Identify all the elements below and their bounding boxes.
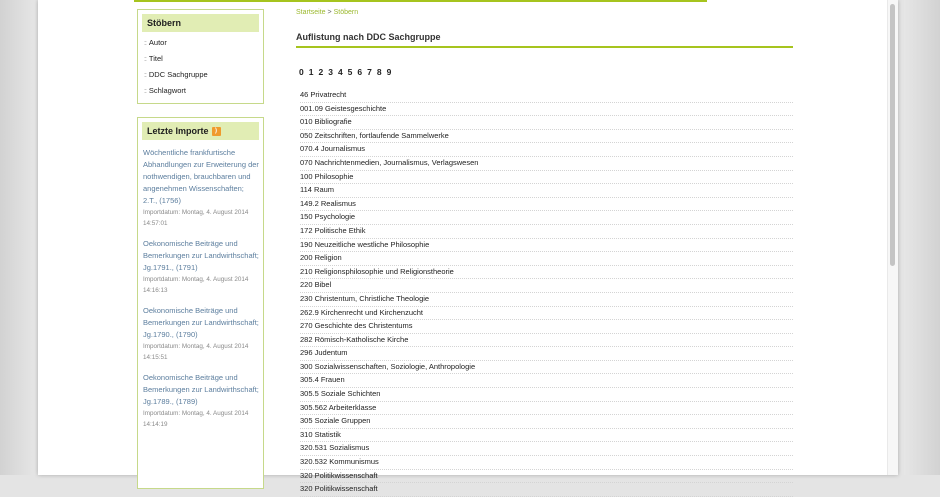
browse-box: [137, 9, 264, 104]
ddc-entry[interactable]: 070 Nachrichtenmedien, Journalismus, Verlagswesen: [300, 157, 793, 171]
ddc-entry[interactable]: 46 Privatrecht: [300, 89, 793, 103]
ddc-entry[interactable]: 310 Statistik: [300, 429, 793, 443]
browse-item-ddc[interactable]: [138, 67, 263, 83]
digit-filter: [299, 67, 396, 77]
breadcrumb: [296, 9, 358, 16]
browse-item-titel[interactable]: [138, 51, 263, 67]
browse-nav: [138, 35, 263, 103]
breadcrumb-separator: >: [327, 9, 332, 16]
ddc-entry[interactable]: 114 Raum: [300, 184, 793, 198]
browse-item-label: Schlagwort: [148, 86, 186, 95]
import-link[interactable]: Wöchentliche frankfurtische Abhandlungen zur Erweiterung der nothwendigen, brauchbaren und angenehmen Wissenschaften; 2.T., (1756): [143, 148, 259, 205]
browse-box-title: Stöbern: [142, 14, 259, 32]
browse-item-schlagwort[interactable]: [138, 83, 263, 99]
digit-link-7[interactable]: 7: [367, 67, 372, 77]
bullet-icon: ::: [144, 88, 146, 95]
digit-link-3[interactable]: 3: [328, 67, 333, 77]
ddc-entry[interactable]: 270 Geschichte des Christentums: [300, 320, 793, 334]
vertical-scrollbar[interactable]: [887, 0, 898, 475]
ddc-entry[interactable]: 320.531 Sozialismus: [300, 442, 793, 456]
ddc-entry[interactable]: 262.9 Kirchenrecht und Kirchenzucht: [300, 307, 793, 321]
ddc-entry[interactable]: 230 Christentum, Christliche Theologie: [300, 293, 793, 307]
ddc-entry[interactable]: 320 Politikwissenschaft: [300, 483, 793, 497]
import-item: [143, 238, 259, 296]
ddc-entry[interactable]: 210 Religionsphilosophie und Religionstheorie: [300, 266, 793, 280]
ddc-entry[interactable]: 305.5 Soziale Schichten: [300, 388, 793, 402]
breadcrumb-home-link[interactable]: Startseite: [296, 9, 326, 16]
digit-link-6[interactable]: 6: [357, 67, 363, 77]
ddc-entry[interactable]: 296 Judentum: [300, 347, 793, 361]
imports-box-title: [142, 122, 259, 140]
import-item: [143, 147, 259, 229]
header-accent-line: [134, 0, 707, 2]
ddc-entry[interactable]: 320 Politikwissenschaft: [300, 470, 793, 484]
import-item: [143, 305, 259, 363]
digit-link-4[interactable]: 4: [337, 67, 343, 77]
ddc-entry[interactable]: 305 Soziale Gruppen: [300, 415, 793, 429]
ddc-entry[interactable]: 100 Philosophie: [300, 171, 793, 185]
breadcrumb-current-link[interactable]: Stöbern: [333, 9, 359, 16]
browser-content: [38, 0, 898, 494]
page-title: Auflistung nach DDC Sachgruppe: [296, 32, 441, 42]
ddc-entry[interactable]: 001.09 Geistesgeschichte: [300, 103, 793, 117]
imports-list: [138, 147, 263, 430]
ddc-entry[interactable]: 305.562 Arbeiterklasse: [300, 402, 793, 416]
bullet-icon: ::: [144, 72, 146, 79]
digit-link-5[interactable]: 5: [347, 67, 353, 77]
imports-box: [137, 117, 264, 489]
import-date: Importdatum: Montag, 4. August 2014 14:15:51: [143, 343, 249, 361]
ddc-entry[interactable]: 200 Religion: [300, 252, 793, 266]
ddc-entry[interactable]: 149.2 Realismus: [300, 198, 793, 212]
bullet-icon: ::: [144, 56, 146, 63]
rss-icon[interactable]: ): [212, 127, 221, 136]
import-date: Importdatum: Montag, 4. August 2014 14:14:19: [143, 410, 249, 428]
window-left-shade: [0, 0, 36, 475]
digit-link-8[interactable]: 8: [376, 67, 382, 77]
ddc-entry[interactable]: 282 Römisch-Katholische Kirche: [300, 334, 793, 348]
import-item: [143, 372, 259, 430]
scrollbar-thumb[interactable]: [890, 4, 895, 266]
digit-link-9[interactable]: 9: [386, 67, 392, 77]
import-link[interactable]: Oekonomische Beiträge und Bemerkungen zur Landwirthschaft; Jg.1791., (1791): [143, 239, 259, 272]
digit-link-0[interactable]: 0: [299, 67, 304, 77]
browse-item-label: DDC Sachgruppe: [148, 70, 208, 79]
ddc-entry[interactable]: 150 Psychologie: [300, 211, 793, 225]
import-link[interactable]: Oekonomische Beiträge und Bemerkungen zur Landwirthschaft; Jg.1790., (1790): [143, 306, 259, 339]
ddc-entry[interactable]: 010 Bibliografie: [300, 116, 793, 130]
import-link[interactable]: Oekonomische Beiträge und Bemerkungen zur Landwirthschaft; Jg.1789., (1789): [143, 373, 259, 406]
digit-link-2[interactable]: 2: [318, 67, 324, 77]
browse-item-label: Autor: [148, 38, 167, 47]
bullet-icon: ::: [144, 40, 146, 47]
window-right-shade: [904, 0, 940, 475]
ddc-entry[interactable]: 320.532 Kommunismus: [300, 456, 793, 470]
title-underline: [296, 46, 793, 48]
ddc-entry[interactable]: 070.4 Journalismus: [300, 143, 793, 157]
ddc-entry[interactable]: 300 Sozialwissenschaften, Soziologie, Anthropologie: [300, 361, 793, 375]
browse-item-autor[interactable]: [138, 35, 263, 51]
browse-item-label: Titel: [148, 54, 163, 63]
ddc-list: [300, 89, 793, 497]
imports-title: Letzte Importe: [147, 126, 209, 136]
ddc-entry[interactable]: 190 Neuzeitliche westliche Philosophie: [300, 239, 793, 253]
import-date: Importdatum: Montag, 4. August 2014 14:57:01: [143, 209, 249, 227]
import-date: Importdatum: Montag, 4. August 2014 14:16:13: [143, 276, 249, 294]
ddc-entry[interactable]: 220 Bibel: [300, 279, 793, 293]
ddc-entry[interactable]: 172 Politische Ethik: [300, 225, 793, 239]
digit-link-1[interactable]: 1: [308, 67, 314, 77]
ddc-entry[interactable]: 050 Zeitschriften, fortlaufende Sammelwerke: [300, 130, 793, 144]
ddc-entry[interactable]: 305.4 Frauen: [300, 374, 793, 388]
